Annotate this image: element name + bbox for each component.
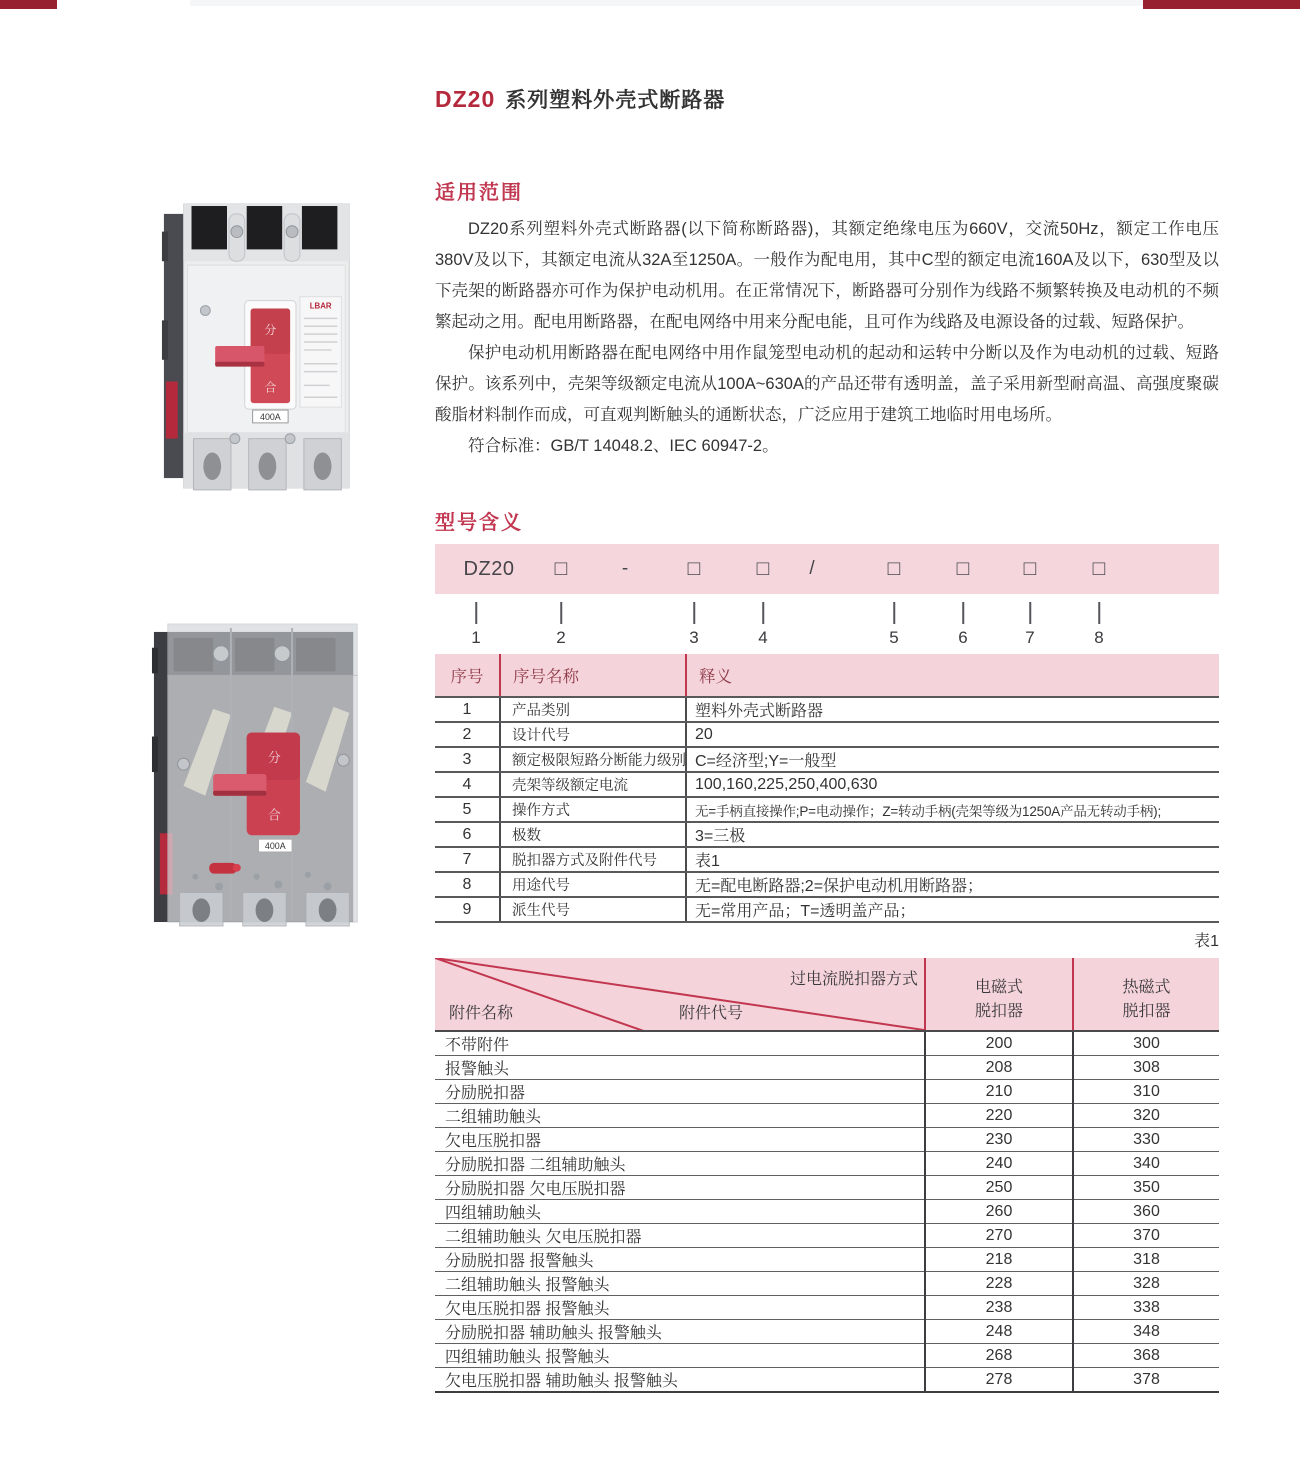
table-cell: 230 [925, 1128, 1073, 1152]
table-cell: 5 [435, 797, 500, 822]
table-cell: 二组辅助触头 欠电压脱扣器 [435, 1224, 925, 1248]
table-cell: 238 [925, 1296, 1073, 1320]
model-heading: 型号含义 [435, 512, 523, 534]
table-cell: 218 [925, 1248, 1073, 1272]
scope-heading: 适用范围 [435, 182, 523, 204]
table-row [435, 1344, 1219, 1368]
model-code-slash: / [809, 558, 815, 579]
model-digits-table [435, 654, 1219, 923]
table-row [435, 1200, 1219, 1224]
table-cell: 欠电压脱扣器 报警触头 [435, 1296, 925, 1320]
table-cell: 派生代号 [500, 897, 686, 922]
model-code-box: □ [687, 557, 701, 580]
top-edge-strip [190, 0, 1300, 6]
table-cell: 250 [925, 1176, 1073, 1200]
top-right-red-bar [1143, 0, 1300, 9]
page-title-text: 系列塑料外壳式断路器 [505, 89, 726, 112]
model-number: 5 [889, 628, 899, 647]
table-cell: 塑料外壳式断路器 [686, 697, 1219, 722]
table-cell: 318 [1073, 1248, 1219, 1272]
table2-body [435, 1031, 1219, 1392]
red-side-sticker [166, 381, 178, 438]
model-number: 2 [556, 628, 566, 647]
table-cell: 欠电压脱扣器 [435, 1128, 925, 1152]
model-code-box: □ [887, 557, 901, 580]
table-cell: 378 [1073, 1368, 1219, 1393]
table-cell: 无=配电断路器;2=保护电动机用断路器； [686, 872, 1219, 897]
diagonal-header-cell [435, 958, 925, 1031]
table-row [435, 747, 1219, 772]
screw [337, 754, 349, 766]
model-number: 4 [758, 628, 768, 647]
table-cell: 208 [925, 1056, 1073, 1080]
table-cell: 3=三极 [686, 822, 1219, 847]
table-row [435, 772, 1219, 797]
table-cell: 脱扣器方式及附件代号 [500, 847, 686, 872]
table-row [435, 1368, 1219, 1393]
diagonal-label-trip-mode: 过电流脱扣器方式 [789, 971, 918, 988]
model-code-box: □ [1092, 557, 1106, 580]
switch-on-label: 合 [267, 807, 281, 823]
model-code-box: □ [554, 557, 568, 580]
table-cell: 300 [1073, 1031, 1219, 1056]
table-header-row [435, 958, 1219, 1031]
table-cell: 分励脱扣器 报警触头 [435, 1248, 925, 1272]
table-row [435, 1272, 1219, 1296]
table-cell: 240 [925, 1152, 1073, 1176]
diagonal-label-accessory-code: 附件代号 [679, 1005, 744, 1022]
page-title [435, 84, 725, 114]
table-row [435, 847, 1219, 872]
table-cell: 348 [1073, 1320, 1219, 1344]
table-row [435, 1296, 1219, 1320]
red-component [209, 863, 237, 874]
scope-paragraph: 保护电动机用断路器在配电网络中用作鼠笼型电动机的起动和运转中分断以及作为电动机的过载、短路保护。该系列中，壳架等级额定电流从100A~630A的产品还带有透明盖，盖子采用新型耐高温、高强度聚碳酸脂材料制作而成，可直观判断触头的通断状态，广泛应用于建筑工地临时用电场所。 [435, 344, 1219, 424]
table-cell: 330 [1073, 1128, 1219, 1152]
table-row [435, 1031, 1219, 1056]
table-cell: 分励脱扣器 二组辅助触头 [435, 1152, 925, 1176]
table-row [435, 897, 1219, 922]
table-cell: 370 [1073, 1224, 1219, 1248]
table-cell: 二组辅助触头 [435, 1104, 925, 1128]
scope-paragraph: DZ20系列塑料外壳式断路器(以下简称断路器)，其额定绝缘电压为660V，交流50Hz，额定工作电压380V及以下，其额定电流从32A至1250A。一般作为配电用，其中C型的额定电流160A及以下，630型及以下壳架的断路器亦可作为保护电动机用。在正常情况下，断路器可分别作为线路不频繁转换及电动机的不频繁起动之用。配电用断路器，在配电网络中用来分配电能，且可作为线路及电源设备的过载、短路保护。 [435, 220, 1219, 331]
table-cell: 20 [686, 722, 1219, 747]
table-cell: 分励脱扣器 辅助触头 报警触头 [435, 1320, 925, 1344]
table-cell: 用途代号 [500, 872, 686, 897]
breaker-photo-solid [158, 192, 365, 498]
screw [200, 306, 210, 316]
spec-label [300, 297, 341, 407]
table-cell: 228 [925, 1272, 1073, 1296]
model-tick [475, 602, 477, 624]
model-code-box: □ [956, 557, 970, 580]
rating-label: 400A [260, 411, 281, 422]
table-cell: 3 [435, 747, 500, 772]
column-header: 序号 [435, 654, 500, 697]
table-cell: 248 [925, 1320, 1073, 1344]
table-cell: 310 [1073, 1080, 1219, 1104]
scope-paragraphs [435, 214, 1219, 462]
model-tick [893, 602, 895, 624]
table-cell: 欠电压脱扣器 辅助触头 报警触头 [435, 1368, 925, 1393]
column-header-electromagnetic: 电磁式 脱扣器 [925, 958, 1073, 1031]
terminal-top [247, 206, 282, 249]
table-cell: 极数 [500, 822, 686, 847]
page-title-model: DZ20 [435, 86, 496, 112]
table-cell: 分励脱扣器 [435, 1080, 925, 1104]
model-number: 6 [958, 628, 968, 647]
table-cell: 260 [925, 1200, 1073, 1224]
table-row [435, 1320, 1219, 1344]
table-cell: 不带附件 [435, 1031, 925, 1056]
model-code-prefix: DZ20 [463, 558, 515, 580]
screw [178, 758, 190, 770]
brand-label: LBAR [309, 301, 332, 311]
diagonal-label-accessory-name: 附件名称 [449, 1005, 514, 1022]
table-cell: 340 [1073, 1152, 1219, 1176]
table-row [435, 1152, 1219, 1176]
switch-off-label: 分 [267, 750, 281, 766]
model-tick [1098, 602, 1100, 624]
table-cell: 壳架等级额定电流 [500, 772, 686, 797]
model-code-box: □ [756, 557, 770, 580]
table-row [435, 1176, 1219, 1200]
breaker-photo-transparent [150, 616, 372, 936]
column-header-thermomagnetic: 热磁式 脱扣器 [1073, 958, 1219, 1031]
model-tick [962, 602, 964, 624]
accessory-code-table [435, 958, 1219, 1393]
table-cell: 操作方式 [500, 797, 686, 822]
table-cell: 9 [435, 897, 500, 922]
table-cell: 350 [1073, 1176, 1219, 1200]
table-cell: 无=手柄直接操作;P=电动操作；Z=转动手柄(壳架等级为1250A产品无转动手柄); [686, 797, 1219, 822]
table-cell: 7 [435, 847, 500, 872]
table-row [435, 1056, 1219, 1080]
table-cell: 210 [925, 1080, 1073, 1104]
table-cell: 四组辅助触头 报警触头 [435, 1344, 925, 1368]
table-row [435, 1248, 1219, 1272]
table-cell: 278 [925, 1368, 1073, 1393]
column-header: 序号名称 [500, 654, 686, 697]
table-cell: 100,160,225,250,400,630 [686, 772, 1219, 797]
model-number: 8 [1094, 628, 1104, 647]
table-cell: C=经济型;Y=一般型 [686, 747, 1219, 772]
table-row [435, 697, 1219, 722]
table-cell: 4 [435, 772, 500, 797]
table-cell: 6 [435, 822, 500, 847]
table-cell: 308 [1073, 1056, 1219, 1080]
model-number: 7 [1025, 628, 1035, 647]
table-cell: 额定极限短路分断能力级别 [500, 747, 686, 772]
table-row [435, 872, 1219, 897]
table-cell: 328 [1073, 1272, 1219, 1296]
table-cell: 320 [1073, 1104, 1219, 1128]
table-row [435, 1104, 1219, 1128]
model-tick [1029, 602, 1031, 624]
table-cell: 2 [435, 722, 500, 747]
terminal-top [192, 206, 227, 249]
table1-body [435, 697, 1219, 922]
table-cell: 二组辅助触头 报警触头 [435, 1272, 925, 1296]
table-cell: 1 [435, 697, 500, 722]
table-cell: 220 [925, 1104, 1073, 1128]
model-code-band [435, 544, 1219, 594]
table-cell: 360 [1073, 1200, 1219, 1224]
table-row [435, 797, 1219, 822]
switch-on-label: 合 [264, 380, 277, 395]
rating-label: 400A [264, 841, 286, 852]
model-code-dash: - [621, 558, 629, 579]
table-cell: 设计代号 [500, 722, 686, 747]
table-row [435, 1128, 1219, 1152]
table-cell: 368 [1073, 1344, 1219, 1368]
table-row [435, 1224, 1219, 1248]
switch-off-label: 分 [264, 323, 277, 338]
table-cell: 8 [435, 872, 500, 897]
terminal-top [302, 206, 337, 249]
table-cell: 产品类别 [500, 697, 686, 722]
table-cell: 分励脱扣器 欠电压脱扣器 [435, 1176, 925, 1200]
model-code-box: □ [1023, 557, 1037, 580]
table-cell: 200 [925, 1031, 1073, 1056]
table-row [435, 822, 1219, 847]
table2-caption: 表1 [1194, 933, 1219, 950]
table-cell: 无=常用产品；T=透明盖产品； [686, 897, 1219, 922]
table-cell: 四组辅助触头 [435, 1200, 925, 1224]
table-cell: 表1 [686, 847, 1219, 872]
scope-paragraph: 符合标准：GB/T 14048.2、IEC 60947-2。 [468, 437, 779, 455]
table-cell: 268 [925, 1344, 1073, 1368]
table-header-row [435, 654, 1219, 697]
model-tick [762, 602, 764, 624]
table-row [435, 722, 1219, 747]
column-header: 释义 [686, 654, 1219, 697]
model-tick [693, 602, 695, 624]
top-left-red-bar [0, 0, 57, 9]
table-cell: 338 [1073, 1296, 1219, 1320]
table-cell: 270 [925, 1224, 1073, 1248]
table-cell: 报警触头 [435, 1056, 925, 1080]
model-tick [560, 602, 562, 624]
model-number: 3 [689, 628, 699, 647]
model-number: 1 [471, 628, 481, 647]
table-row [435, 1080, 1219, 1104]
